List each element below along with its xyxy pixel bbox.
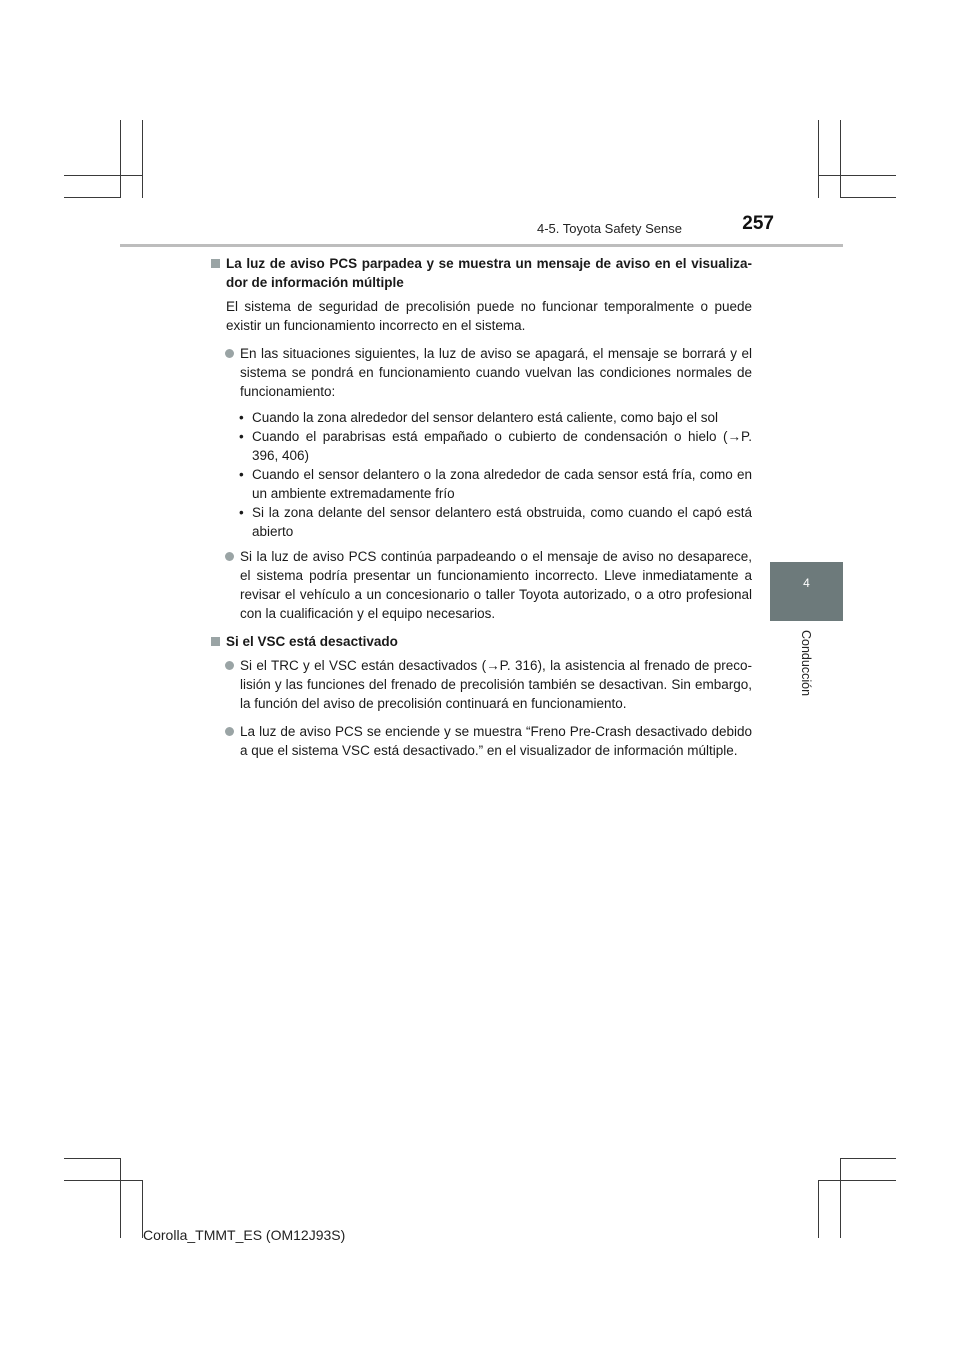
chapter-title-text: Conducción: [798, 630, 813, 697]
page-number: 257: [742, 213, 774, 234]
list-item: [209, 344, 752, 401]
heading-text: La luz de aviso PCS parpadea y se muestra un mensaje de aviso en el visualiza-dor de información múltiple: [226, 256, 752, 290]
crop-mark: [818, 120, 819, 198]
paragraph: El sistema de seguridad de precolisión puede no funcionar temporalmente o puede existir un funcionamiento incorrecto en el sistema.: [226, 299, 752, 333]
list-item: [209, 722, 752, 760]
circle-bullet-icon: [225, 661, 234, 670]
crop-mark: [840, 120, 841, 198]
crop-mark: [64, 197, 120, 198]
list-item-text: Si la luz de aviso PCS continúa parpadeando o el mensaje de aviso no desaparece, el sistema podría presentar un funcionamiento incorrecto. Lleve inmediatamente a revisar el vehículo a un concesionario o taller Toyota autorizado, o a otro profesional con la cualificación y el equipo necesarios.: [240, 549, 752, 621]
list-item: [209, 656, 752, 713]
crop-mark: [120, 1158, 121, 1238]
section-heading: [209, 632, 752, 651]
square-bullet-icon: [211, 259, 220, 268]
crop-mark: [818, 1180, 819, 1238]
crop-mark: [64, 1158, 120, 1159]
dot-marker-icon: •: [239, 410, 244, 425]
page-content: [209, 254, 752, 769]
section-heading: [209, 254, 752, 292]
list-item-text: Si el TRC y el VSC están desactivados (→P. 316), la asistencia al frenado de preco-lisión y las funciones del frenado de precolisión también se desactivan. Sin embargo, la función del aviso de precolisión continuará en funcionamiento.: [240, 658, 752, 711]
sub-list-item: • Si la zona delante del sensor delantero está obstruida, como cuando el capó está abierto: [239, 505, 752, 539]
crop-mark: [840, 1158, 841, 1238]
list-item-text: En las situaciones siguientes, la luz de aviso se apagará, el mensaje se borrará y el sistema se pondrá en funcionamiento cuando vuelvan las condiciones normales de funcionamiento:: [240, 346, 752, 399]
sub-list-item: • Cuando el parabrisas está empañado o cubierto de condensación o hielo (→P. 396, 406): [239, 429, 752, 463]
circle-bullet-icon: [225, 552, 234, 561]
crop-mark: [818, 1180, 896, 1181]
crop-mark: [64, 175, 142, 176]
dot-marker-icon: •: [239, 429, 244, 444]
crop-mark: [142, 120, 143, 198]
chapter-title: [770, 630, 843, 710]
dot-marker-icon: •: [239, 467, 244, 482]
document-id: Corolla_TMMT_ES (OM12J93S): [143, 1227, 346, 1243]
crop-mark: [64, 1180, 142, 1181]
chapter-tab: [770, 562, 843, 621]
list-item-text: La luz de aviso PCS se enciende y se muestra “Freno Pre-Crash desactivado debido a que el sistema VSC está desactivado.” en el visualizador de información múltiple.: [240, 724, 752, 758]
square-bullet-icon: [211, 637, 220, 646]
header-divider: [120, 244, 843, 247]
heading-text: Si el VSC está desactivado: [226, 634, 398, 649]
section-title: 4-5. Toyota Safety Sense: [536, 221, 682, 236]
chapter-number: 4: [803, 576, 810, 590]
circle-bullet-icon: [225, 349, 234, 358]
sub-list-item: • Cuando la zona alrededor del sensor delantero está caliente, como bajo el sol: [239, 410, 719, 425]
crop-mark: [120, 120, 121, 198]
sub-list-item: • Cuando el sensor delantero o la zona alrededor de cada sensor está fría, como en un ambiente extremadamente frío: [239, 467, 752, 501]
crop-mark: [818, 175, 896, 176]
crop-mark: [840, 197, 896, 198]
circle-bullet-icon: [225, 727, 234, 736]
list-item: [209, 547, 752, 623]
crop-mark: [840, 1158, 896, 1159]
sub-list: [209, 408, 752, 541]
dot-marker-icon: •: [239, 505, 244, 520]
